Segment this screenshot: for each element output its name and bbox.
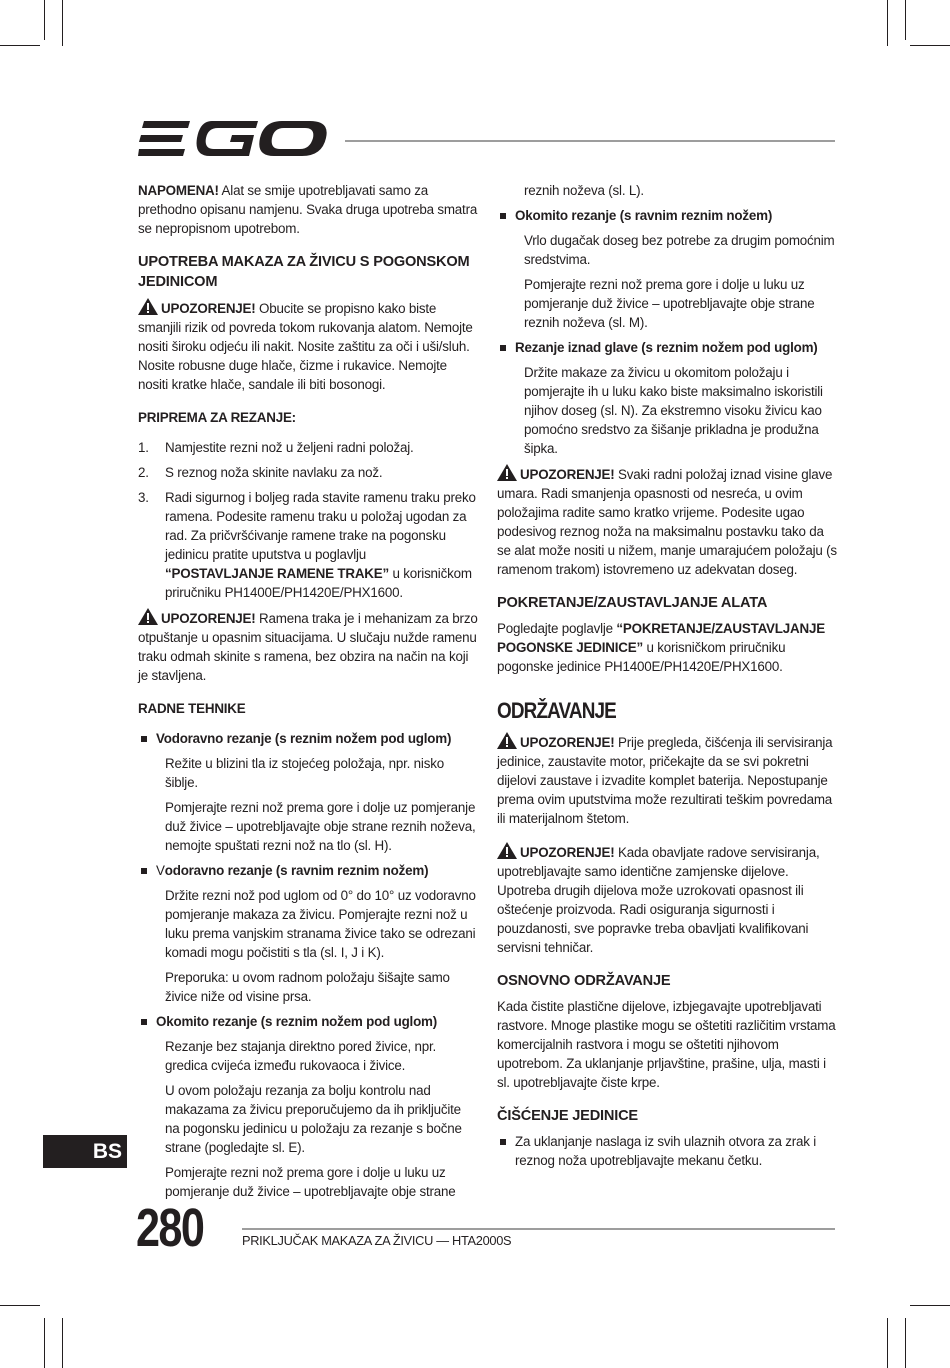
warning-text: Svaki radni položaj iznad visine glave umara. Radi smanjenja opasnosti od nesreća, u ovim položajima radite samo kratko vrijeme. Podesite ugao podesivog reznog noža na maksimalnu postavku tako da se alat može nositi u nižem, manje umarajućem položaju (s ramenom trakom) istovremeno uz adekvatan doseg. (497, 467, 837, 577)
technique-item (138, 729, 478, 748)
technique-text: reznih noževa (sl. L). (524, 183, 644, 198)
crop-mark (887, 0, 888, 46)
right-column (497, 181, 837, 1176)
crop-mark (910, 45, 950, 46)
technique-title: Okomito rezanje (s reznim nožem pod uglom) (156, 1014, 438, 1029)
basic-maintenance-text: Kada čistite plastične dijelove, izbjegavajte upotrebljavati rastvore. Mnoge plastike mogu se oštetiti različitim vrstama komercijalnih rastvora i mogu se oštetiti njihovom upotrebom. Za uklanjanje prljavštine, prašine, ulja, masti i sl. upotrebljavajte čiste krpe. (497, 999, 836, 1090)
list-item (138, 488, 478, 602)
bullet-icon (500, 213, 506, 219)
prep-heading: PRIPREMA ZA REZANJE: (138, 410, 296, 425)
cleaning-item (497, 1132, 837, 1170)
cleaning-text: Za uklanjanje naslaga iz svih ulaznih otvora za zrak i reznog noža upotrebljavajte mekanu četku. (515, 1134, 817, 1168)
note-label: NAPOMENA! (138, 183, 219, 198)
bullet-icon (141, 1019, 147, 1025)
technique-title-initial: V (156, 863, 165, 878)
technique-title: odoravno rezanje (s ravnim reznim nožem) (164, 863, 429, 878)
warning-label: UPOZORENJE! (161, 301, 256, 316)
crop-mark (905, 0, 906, 40)
chapter-reference: “POKRETANJE/ZAUSTAVLJANJE POGONSKE JEDINICE” (497, 621, 825, 655)
technique-text: Držite makaze za živicu u okomitom položaju i pomjerajte ih u luku kako biste maksimalno iskoristili njihov doseg (sl. N). Za ekstremno visoku živicu kao pomoćno sredstvo za šišanje prikladna je produžna šipka. (524, 365, 823, 456)
technique-text: Pomjerajte rezni nož prema gore i dolje uz pomjeranje duž živice – upotrebljavajte obje strane reznih noževa, nemojte spuštati rezni nož na tlo (sl. H). (165, 800, 476, 853)
warning-icon (138, 608, 158, 625)
list-text: u korisničkom priručniku PH1400E/PH1420E/PHX1600. (165, 566, 472, 600)
technique-title: Okomito rezanje (s ravnim reznim nožem) (515, 208, 773, 223)
list-item (138, 438, 478, 457)
technique-text: Režite u blizini tla iz stojećeg položaja, npr. nisko šiblje. (165, 756, 444, 790)
list-text: Namjestite rezni nož u željeni radni položaj. (165, 440, 414, 455)
warning-icon (138, 298, 158, 315)
technique-text: Pomjerajte rezni nož prema gore i dolje u luku uz pomjeranje duž živice – upotrebljavajte obje strane (165, 1165, 456, 1199)
bullet-icon (141, 736, 147, 742)
ego-logo (138, 118, 328, 162)
list-text: S reznog noža skinite navlaku za nož. (165, 465, 383, 480)
technique-item (138, 861, 478, 880)
section-heading: OSNOVNO ODRŽAVANJE (497, 973, 671, 989)
crop-mark (62, 0, 63, 46)
section-heading: ČIŠĆENJE JEDINICE (497, 1108, 638, 1124)
warning-label: UPOZORENJE! (520, 845, 615, 860)
chapter-reference: “POSTAVLJANJE RAMENE TRAKE” (165, 566, 389, 581)
technique-item (497, 338, 837, 357)
warning-label: UPOZORENJE! (520, 735, 615, 750)
list-text: Radi sigurnog i boljeg rada stavite ramenu traku preko ramena. Podesite ramenu traku u položaj ugodan za rad. Za pričvršćivanje ramene trake na pogonsku jedinicu pratite uputstva u poglavlju (165, 490, 476, 562)
technique-text: Rezanje bez stajanja direktno pored živice, npr. gredica cvijeća između rukovaoca i živice. (165, 1039, 437, 1073)
start-paragraph (497, 619, 837, 676)
warning-label: UPOZORENJE! (161, 611, 256, 626)
warning-icon (497, 464, 517, 481)
technique-text: Preporuka: u ovom radnom položaju šišajte samo živice niže od visine prsa. (165, 970, 450, 1004)
start-text: Pogledajte poglavlje (497, 621, 617, 636)
warning-paragraph (497, 464, 837, 579)
warning-paragraph (497, 732, 837, 828)
techniques-heading: RADNE TEHNIKE (138, 701, 246, 716)
maintenance-heading: ODRŽAVANJE (497, 698, 616, 723)
technique-text: Pomjerajte rezni nož prema gore i dolje u luku uz pomjeranje duž živice – upotrebljavajte obje strane reznih noževa (sl. M). (524, 277, 815, 330)
language-tab: BS (43, 1135, 127, 1168)
note-paragraph (138, 181, 478, 238)
list-item (138, 463, 478, 482)
warning-paragraph (138, 608, 478, 685)
technique-item (138, 1012, 478, 1031)
technique-item (497, 206, 837, 225)
warning-icon (497, 732, 517, 749)
page-number: 280 (136, 1198, 204, 1258)
footer-title: PRIKLJUČAK MAKAZA ZA ŽIVICU — HTA2000S (242, 1233, 512, 1248)
crop-mark (44, 1318, 45, 1368)
section-heading: UPOTREBA MAKAZA ZA ŽIVICU S POGONSKOM JEDINICOM (138, 254, 470, 290)
warning-label: UPOZORENJE! (520, 467, 615, 482)
warning-text: Prije pregleda, čišćenja ili servisiranja jedinice, zaustavite motor, pričekajte da se svi pokretni dijelovi zaustave i izvadite komplet baterija. Nepostupanje prema ovim uputstvima može rezultirati teškim povredama ili materijalnom štetom. (497, 735, 833, 826)
warning-icon (497, 842, 517, 859)
bullet-icon (141, 868, 147, 874)
bullet-icon (500, 345, 506, 351)
technique-text: Držite rezni nož pod uglom od 0° do 10° uz vodoravno pomjeranje makaza za živicu. Pomjerajte rezni nož u luku prema vanjskim stranama živice tako se odrezani komadi mogu počistiti s tla (sl. I, J i K). (165, 888, 476, 960)
list-number: 2. (138, 465, 149, 480)
warning-text: Ramena traka je i mehanizam za brzo otpuštanje u opasnim situacijama. U slučaju nužde ramenu traku odmah skinite s ramena, bez obzira na način na koji je stavljena. (138, 611, 478, 683)
crop-mark (0, 1305, 40, 1306)
bullet-icon (500, 1139, 506, 1145)
crop-mark (910, 1305, 950, 1306)
header-rule (345, 140, 835, 142)
technique-title: Rezanje iznad glave (s reznim nožem pod uglom) (515, 340, 818, 355)
list-number: 1. (138, 440, 149, 455)
warning-text: Obucite se propisno kako biste smanjili rizik od povreda tokom rukovanja alatom. Nemojte nositi široku odjeću ili nakit. Nosite zaštitu za oči i uši/sluh. Nosite robusne duge hlače, čizme i rukavice. Nemojte nositi kratke hlače, sandale ili biti bosonogi. (138, 301, 473, 392)
note-text: Alat se smije upotrebljavati samo za prethodno opisanu namjenu. Svaka druga upotreba smatra se nepropisnom upotrebom. (138, 183, 478, 236)
crop-mark (905, 1318, 906, 1368)
crop-mark (62, 1318, 63, 1368)
technique-text: U ovom položaju rezanja za bolju kontrolu nad makazama za živicu preporučujemo da ih priključite na pogonsku jedinicu u položaju za rezanje s bočne strane (pogledajte sl. E). (165, 1083, 462, 1155)
warning-paragraph (138, 298, 478, 394)
crop-mark (887, 1318, 888, 1368)
warning-text: Kada obavljate radove servisiranja, upotrebljavajte samo identične zamjenske dijelove. Upotreba drugih dijelova može uzrokovati opasnost ili oštećenje proizvoda. Radi osiguranja sigurnosti i pouzdanosti, sve popravke treba obavljati kvalifikovani servisni tehničar. (497, 845, 820, 955)
crop-mark (44, 0, 45, 40)
left-column (138, 181, 478, 1207)
list-number: 3. (138, 490, 149, 505)
technique-text: Vrlo dugačak doseg bez potrebe za drugim pomoćnim sredstvima. (524, 233, 835, 267)
warning-paragraph (497, 842, 837, 957)
crop-mark (0, 45, 40, 46)
section-heading: POKRETANJE/ZAUSTAVLJANJE ALATA (497, 595, 768, 611)
footer-rule (242, 1228, 835, 1230)
start-text: u korisničkom priručniku pogonske jedinice PH1400E/PH1420E/PHX1600. (497, 640, 786, 674)
technique-title: Vodoravno rezanje (s reznim nožem pod uglom) (156, 731, 452, 746)
